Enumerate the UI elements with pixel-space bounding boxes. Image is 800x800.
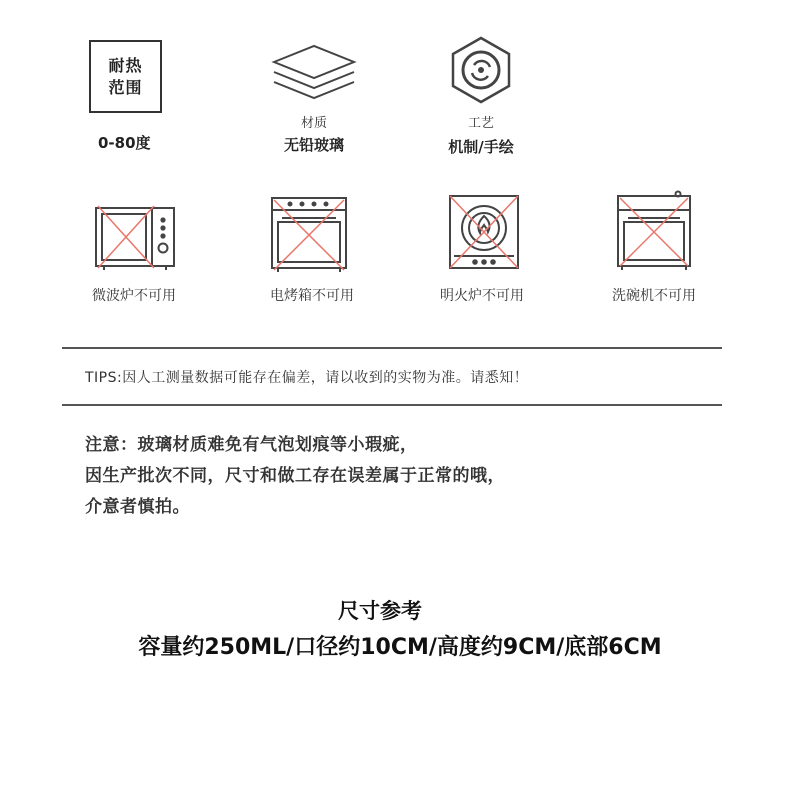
- heat-box-line2: 范围: [108, 77, 143, 97]
- tips-text: TIPS:因人工测量数据可能存在偏差，请以收到的实物为准。请悉知！: [85, 370, 529, 386]
- dishwasher-label: 洗碗机不可用: [612, 288, 696, 304]
- gas-stove-label: 明火炉不可用: [440, 288, 524, 304]
- craft-label: 工艺: [467, 116, 494, 131]
- dishwasher-icon: [612, 190, 696, 274]
- heat-range-value: 0-80度: [98, 134, 151, 152]
- tips-top-divider: [62, 347, 722, 349]
- size-detail: 容量约250ML/口径约10CM/高度约9CM/底部6CM: [138, 635, 662, 660]
- notice-line-1: 注意：玻璃材质难免有气泡划痕等小瑕疵，: [85, 435, 418, 455]
- heat-range-box: [89, 40, 162, 113]
- notice-line-2: 因生产批次不同，尺寸和做工存在误差属于正常的哦，: [85, 466, 505, 486]
- microwave-label: 微波炉不可用: [92, 288, 176, 304]
- material-label: 材质: [300, 116, 327, 131]
- oven-label: 电烤箱不可用: [270, 288, 354, 304]
- oven-icon: [268, 192, 350, 274]
- heat-box-line1: 耐热: [108, 55, 143, 75]
- hexagon-disc-icon: [446, 35, 516, 105]
- microwave-icon: [92, 202, 178, 274]
- tips-bottom-divider: [62, 404, 722, 406]
- craft-value: 机制/手绘: [448, 138, 514, 156]
- notice-line-3: 介意者慎拍。: [85, 497, 190, 517]
- gas-stove-icon: [444, 192, 524, 272]
- material-value: 无铅玻璃: [283, 136, 344, 154]
- size-title: 尺寸参考: [338, 599, 422, 623]
- layers-icon: [268, 40, 360, 102]
